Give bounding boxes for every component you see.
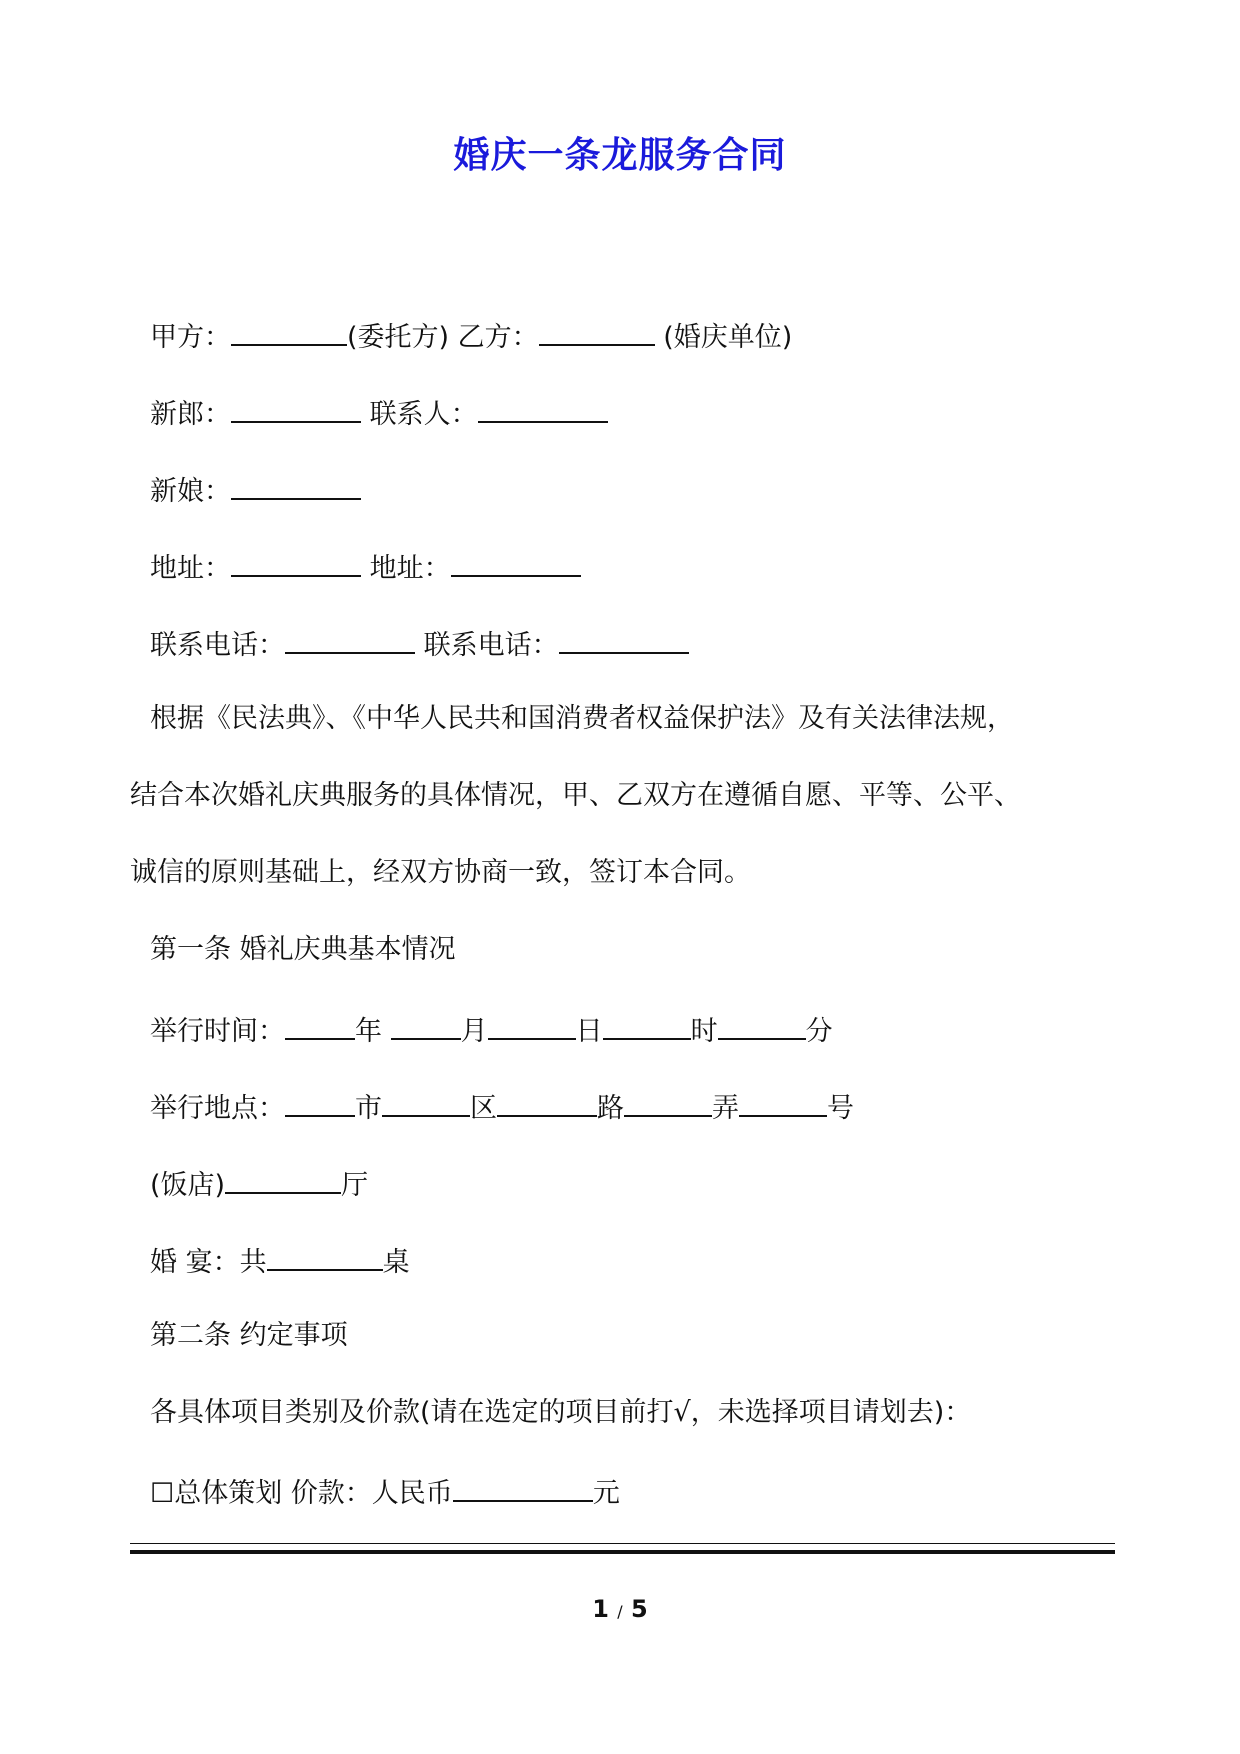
article-1-heading: 第一条 婚礼庆典基本情况: [150, 934, 456, 965]
page-number: [0, 1595, 1240, 1623]
address-line: [150, 545, 581, 589]
bride-line: [150, 468, 361, 512]
address-blank-a[interactable]: [231, 545, 361, 577]
number-blank[interactable]: [739, 1085, 827, 1117]
current-page: 1: [592, 1595, 609, 1623]
preamble-line-3: 诚信的原则基础上，经双方协商一致，签订本合同。: [130, 857, 751, 888]
minute-label: 分: [805, 1016, 833, 1047]
hotel-label: (饭店): [150, 1170, 226, 1201]
groom-line: [150, 391, 608, 435]
bride-blank[interactable]: [231, 468, 361, 500]
city-blank[interactable]: [285, 1085, 355, 1117]
groom-label: 新郎：: [150, 399, 231, 430]
preamble-line-1: 根据《民法典》、《中华人民共和国消费者权益保护法》及有关法律法规，: [150, 703, 1014, 734]
hour-label: 时: [690, 1016, 718, 1047]
month-label: 月: [460, 1016, 488, 1047]
parties-line: [150, 314, 792, 358]
city-label: 市: [355, 1093, 382, 1124]
hour-blank[interactable]: [603, 1008, 691, 1040]
party-b-label: 乙方：: [457, 322, 539, 353]
party-b-blank[interactable]: [539, 314, 655, 346]
party-a-role: (委托方): [347, 322, 450, 353]
phone-label-a: 联系电话：: [150, 630, 285, 661]
address-label-a: 地址：: [150, 553, 231, 584]
article-2-heading: 第二条 约定事项: [150, 1320, 348, 1351]
phone-blank-b[interactable]: [559, 622, 689, 654]
tables-blank[interactable]: [267, 1239, 383, 1271]
year-label: 年: [355, 1016, 382, 1047]
price-blank[interactable]: [453, 1470, 593, 1502]
day-label: 日: [575, 1016, 603, 1047]
phone-label-b: 联系电话：: [423, 630, 559, 661]
tables-label: 桌: [382, 1247, 410, 1278]
district-label: 区: [470, 1093, 497, 1124]
preamble-line-2: 结合本次婚礼庆典服务的具体情况，甲、乙双方在遵循自愿、平等、公平、: [130, 780, 1021, 811]
month-blank[interactable]: [391, 1008, 461, 1040]
address-blank-b[interactable]: [451, 545, 581, 577]
contact-label: 联系人：: [369, 399, 478, 430]
time-line: [150, 1008, 833, 1052]
year-blank[interactable]: [285, 1008, 355, 1040]
lane-label: 弄: [712, 1093, 739, 1124]
price-unit: 元: [592, 1478, 620, 1509]
road-blank[interactable]: [497, 1085, 597, 1117]
hall-label: 厅: [341, 1170, 369, 1201]
party-b-role: (婚庆单位): [663, 322, 793, 353]
items-intro: 各具体项目类别及价款(请在选定的项目前打√，未选择项目请划去)：: [150, 1397, 972, 1428]
banquet-label: 婚 宴：: [150, 1247, 240, 1278]
footer-rule-thick: [130, 1550, 1115, 1554]
item-name: 总体策划 价款：人民币: [174, 1478, 453, 1509]
footer-rule-thin: [130, 1543, 1115, 1544]
page-separator: /: [617, 1602, 623, 1621]
hotel-line: [150, 1162, 368, 1206]
place-line: [150, 1085, 854, 1129]
district-blank[interactable]: [382, 1085, 470, 1117]
party-a-blank[interactable]: [231, 314, 347, 346]
minute-blank[interactable]: [718, 1008, 806, 1040]
number-label: 号: [827, 1093, 854, 1124]
lane-blank[interactable]: [624, 1085, 712, 1117]
groom-blank[interactable]: [231, 391, 361, 423]
hotel-blank[interactable]: [225, 1162, 341, 1194]
time-label: 举行时间：: [150, 1016, 285, 1047]
item-overall-planning: [150, 1470, 620, 1514]
address-label-b: 地址：: [369, 553, 451, 584]
document-title: 婚庆一条龙服务合同: [453, 135, 787, 176]
place-label: 举行地点：: [150, 1093, 285, 1124]
banquet-line: [150, 1239, 410, 1283]
bride-label: 新娘：: [150, 476, 231, 507]
phone-line: [150, 622, 689, 666]
road-label: 路: [597, 1093, 624, 1124]
banquet-total-label: 共: [239, 1247, 267, 1278]
item-checkbox[interactable]: ☐: [150, 1478, 175, 1509]
party-a-label: 甲方：: [150, 322, 231, 353]
phone-blank-a[interactable]: [285, 622, 415, 654]
day-blank[interactable]: [488, 1008, 576, 1040]
contact-blank[interactable]: [478, 391, 608, 423]
total-pages: 5: [631, 1595, 648, 1623]
